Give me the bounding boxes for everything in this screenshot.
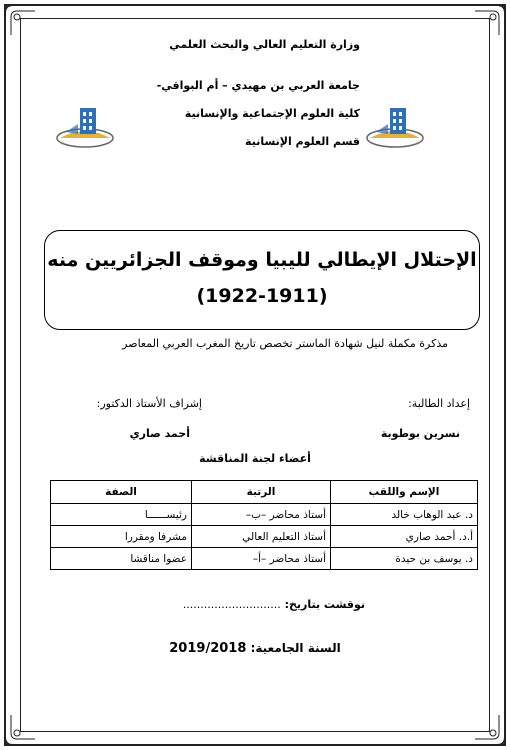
university-name: جامعة العربي بن مهيدي – أم البواقي- — [156, 79, 360, 92]
university-logo-icon — [54, 102, 116, 152]
student-label: إعداد الطالبة: — [408, 397, 470, 410]
faculty-name: كلية العلوم الإجتماعية والإنسانية — [184, 107, 360, 120]
department-name: قسم العلوم الإنسانية — [245, 135, 360, 148]
column-header: الإسم واللقب — [331, 481, 478, 504]
ministry-name: وزارة التعليم العالي والبحث العلمي — [169, 38, 360, 51]
supervisor-label: إشراف الأستاذ الدكتور: — [96, 397, 202, 410]
table-header-row — [51, 481, 478, 504]
member-name: د. يوسف بن حيدة — [331, 548, 478, 570]
member-name: أ.د. أحمد صاري — [331, 526, 478, 548]
member-rank: أستاذ محاضر –ب– — [192, 504, 331, 526]
thesis-years: (1922-1911) — [196, 285, 328, 307]
table-row — [51, 548, 478, 570]
corner-ornament-icon — [473, 713, 507, 747]
university-logo-icon — [364, 102, 426, 152]
member-role: مشرفا ومقررا — [51, 526, 192, 548]
member-name: د. عبد الوهاب خالد — [331, 504, 478, 526]
discussion-date — [183, 598, 365, 611]
corner-ornament-icon — [3, 3, 37, 37]
discussion-dots: ............................ — [182, 598, 281, 611]
thesis-title: الإحتلال الإيطالي لليبيا وموقف الجزائريين منه — [47, 249, 477, 271]
supervisor-name: أحمد صاري — [129, 427, 190, 440]
academic-year-value: 2019/2018 — [169, 641, 247, 656]
academic-year-label: السنة الجامعية: — [250, 641, 341, 655]
thesis-title-box — [44, 230, 480, 330]
column-header: الصفة — [51, 481, 192, 504]
member-rank: أستاذ التعليم العالي — [192, 526, 331, 548]
corner-ornament-icon — [473, 3, 507, 37]
table-row — [51, 504, 478, 526]
member-rank: أستاذ محاضر –أ– — [192, 548, 331, 570]
member-role: رئيســــــا — [51, 504, 192, 526]
discussion-label: نوقشت بتاريخ: — [284, 598, 365, 611]
committee-title: أعضاء لجنة المناقشة — [199, 452, 311, 465]
table-row — [51, 526, 478, 548]
corner-ornament-icon — [3, 713, 37, 747]
committee-table — [50, 480, 478, 570]
column-header: الرتبة — [192, 481, 331, 504]
academic-year — [0, 641, 510, 656]
student-name: نسرين بوطوبة — [380, 427, 460, 440]
member-role: عضوا مناقشا — [51, 548, 192, 570]
thesis-subtitle: مذكرة مكملة لنيل شهادة الماستر تخصص تاريخ المغرب العربي المعاصر — [122, 337, 448, 350]
